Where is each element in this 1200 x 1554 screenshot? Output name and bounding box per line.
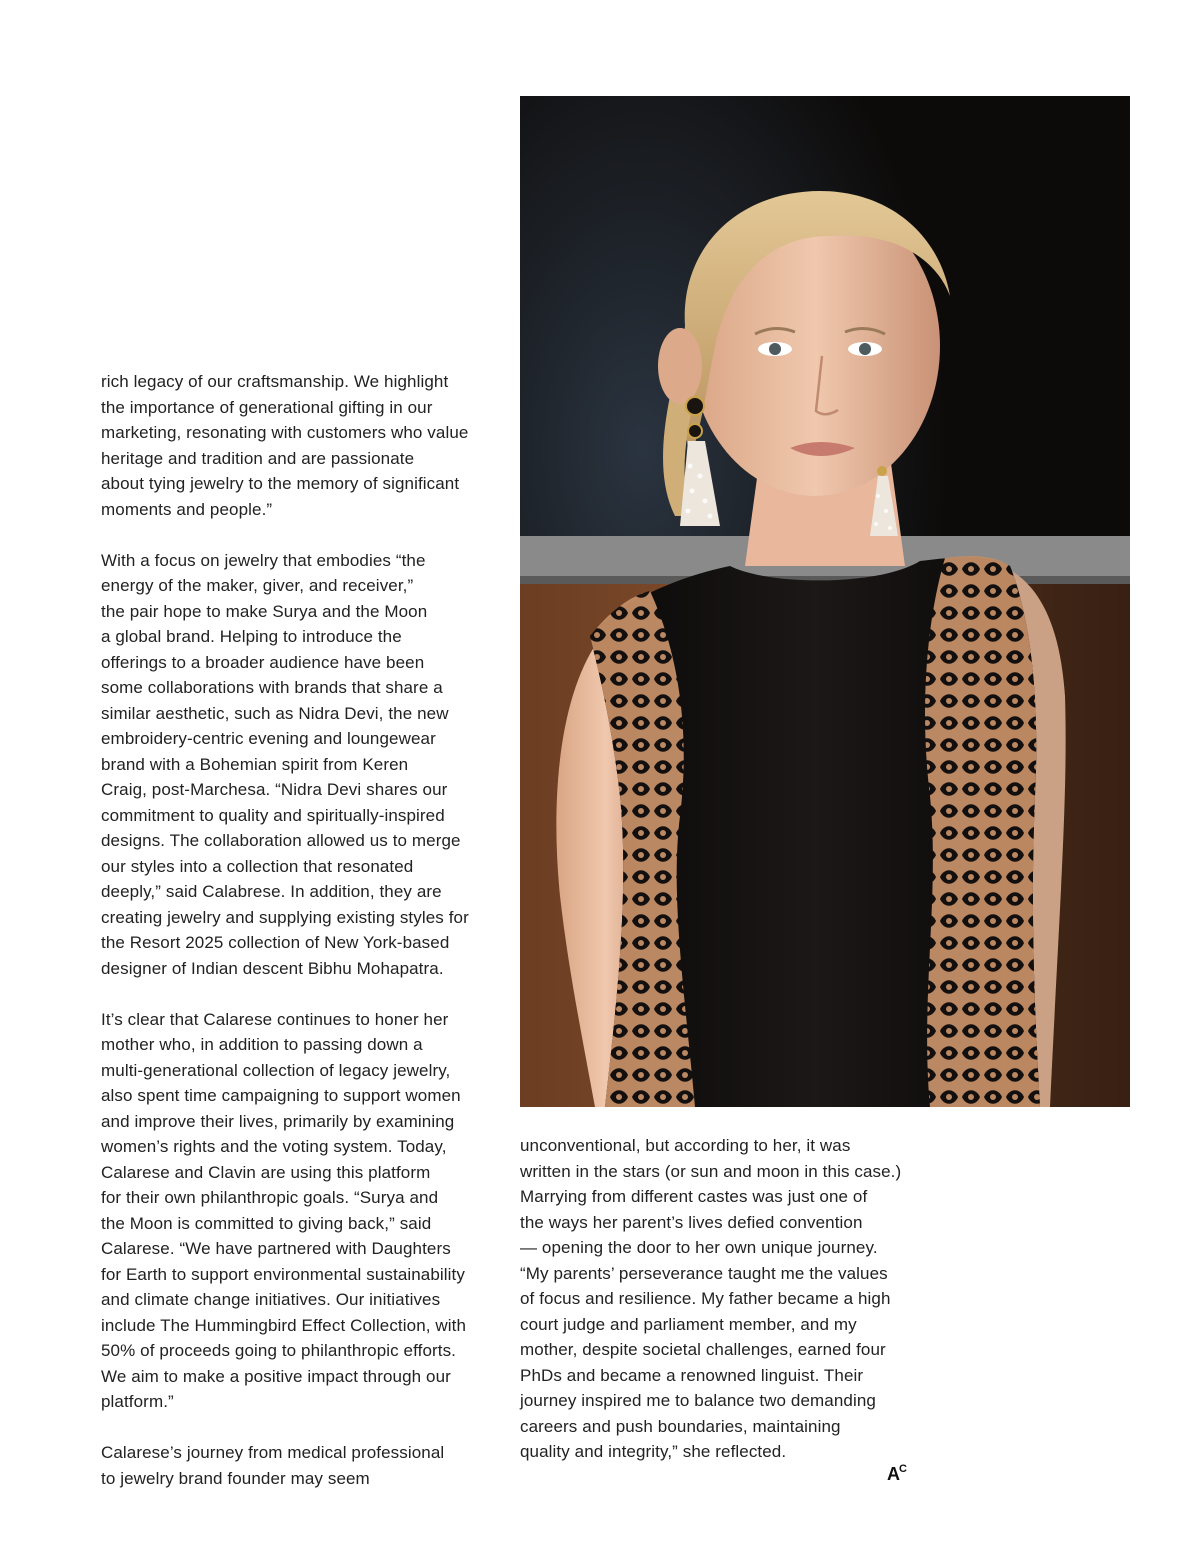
text-line: PhDs and became a renowned linguist. Their (520, 1365, 864, 1385)
text-line: some collaborations with brands that share a (101, 678, 443, 697)
paragraph-gap (101, 522, 501, 548)
paragraph (101, 369, 501, 522)
text-line: the importance of generational gifting in our (101, 397, 433, 417)
left-text-column (101, 369, 501, 1491)
text-line: platform.” (101, 1392, 174, 1411)
text-line: It’s clear that Calarese continues to honer her (101, 1009, 449, 1029)
text-line: mother, despite societal challenges, earned four (520, 1340, 886, 1359)
text-line: include The Hummingbird Effect Collection, with (101, 1315, 467, 1335)
text-line: Marrying from different castes was just one of (520, 1187, 868, 1206)
text-line: — opening the door to her own unique journey. (520, 1238, 878, 1257)
text-line: With a focus on jewelry that embodies “the (101, 550, 426, 570)
text-line: marketing, resonating with customers who value (101, 423, 469, 442)
text-line: of focus and resilience. My father became a high (520, 1289, 891, 1308)
text-line: “My parents’ perseverance taught me the values (520, 1263, 888, 1283)
text-line: creating jewelry and supplying existing styles for (101, 907, 469, 927)
text-line: heritage and tradition and are passionate (101, 448, 415, 468)
text-line: journey inspired me to balance two demanding (520, 1391, 876, 1410)
text-line: multi-generational collection of legacy jewelry, (101, 1060, 451, 1080)
text-line: Calarese and Clavin are using this platform (101, 1162, 431, 1182)
text-line: the ways her parent’s lives defied convention (520, 1212, 863, 1232)
text-line: Craig, post-Marchesa. “Nidra Devi shares our (101, 780, 448, 799)
text-line: for their own philanthropic goals. “Surya and (101, 1188, 439, 1207)
text-line: and climate change initiatives. Our initiatives (101, 1290, 441, 1309)
text-line: also spent time campaigning to support women (101, 1086, 461, 1105)
text-line: and improve their lives, primarily by examining (101, 1111, 455, 1131)
text-line: Calarese’s journey from medical professional (101, 1443, 445, 1462)
paragraph (101, 1440, 501, 1491)
logo-main: A (887, 1464, 899, 1484)
text-line: energy of the maker, giver, and receiver,” (101, 576, 414, 595)
text-line: the Moon is committed to giving back,” said (101, 1213, 432, 1233)
text-line: similar aesthetic, such as Nidra Devi, the new (101, 703, 449, 723)
text-line: a global brand. Helping to introduce the (101, 627, 402, 646)
text-line: mother who, in addition to passing down a (101, 1035, 423, 1054)
text-line: rich legacy of our craftsmanship. We highlight (101, 372, 449, 391)
text-line: deeply,” said Calabrese. In addition, they are (101, 882, 442, 901)
text-line: about tying jewelry to the memory of significant (101, 474, 460, 493)
text-line: quality and integrity,” she reflected. (520, 1442, 787, 1461)
text-line: court judge and parliament member, and my (520, 1314, 857, 1334)
text-line: Calarese. “We have partnered with Daughters (101, 1239, 451, 1258)
text-line: 50% of proceeds going to philanthropic efforts. (101, 1341, 457, 1360)
text-line: brand with a Bohemian spirit from Keren (101, 754, 409, 774)
magazine-logo (887, 1464, 906, 1485)
text-line: for Earth to support environmental sustainability (101, 1264, 465, 1284)
text-line: women’s rights and the voting system. Today, (101, 1137, 447, 1156)
text-line: the Resort 2025 collection of New York-based (101, 933, 450, 952)
paragraph (101, 1007, 501, 1415)
text-line: careers and push boundaries, maintaining (520, 1416, 841, 1436)
text-line: unconventional, but according to her, it was (520, 1136, 851, 1155)
text-line: offerings to a broader audience have been (101, 652, 425, 672)
text-line: to jewelry brand founder may seem (101, 1468, 370, 1488)
logo-sup: C (899, 1463, 906, 1475)
text-line: designs. The collaboration allowed us to merge (101, 831, 461, 850)
text-line: our styles into a collection that resonated (101, 856, 414, 876)
text-line: the pair hope to make Surya and the Moon (101, 601, 428, 621)
text-line: written in the stars (or sun and moon in this case.) (520, 1161, 902, 1181)
paragraph (520, 1133, 930, 1465)
portrait-photo (520, 96, 1130, 1107)
text-line: designer of Indian descent Bibhu Mohapatra. (101, 958, 444, 978)
text-line: We aim to make a positive impact through our (101, 1366, 451, 1386)
paragraph (101, 548, 501, 982)
text-line: commitment to quality and spiritually-inspired (101, 805, 445, 825)
paragraph-gap (101, 1415, 501, 1441)
paragraph-gap (101, 981, 501, 1007)
right-text-column (520, 1133, 930, 1465)
text-line: embroidery-centric evening and loungewear (101, 729, 436, 748)
text-line: moments and people.” (101, 499, 273, 519)
